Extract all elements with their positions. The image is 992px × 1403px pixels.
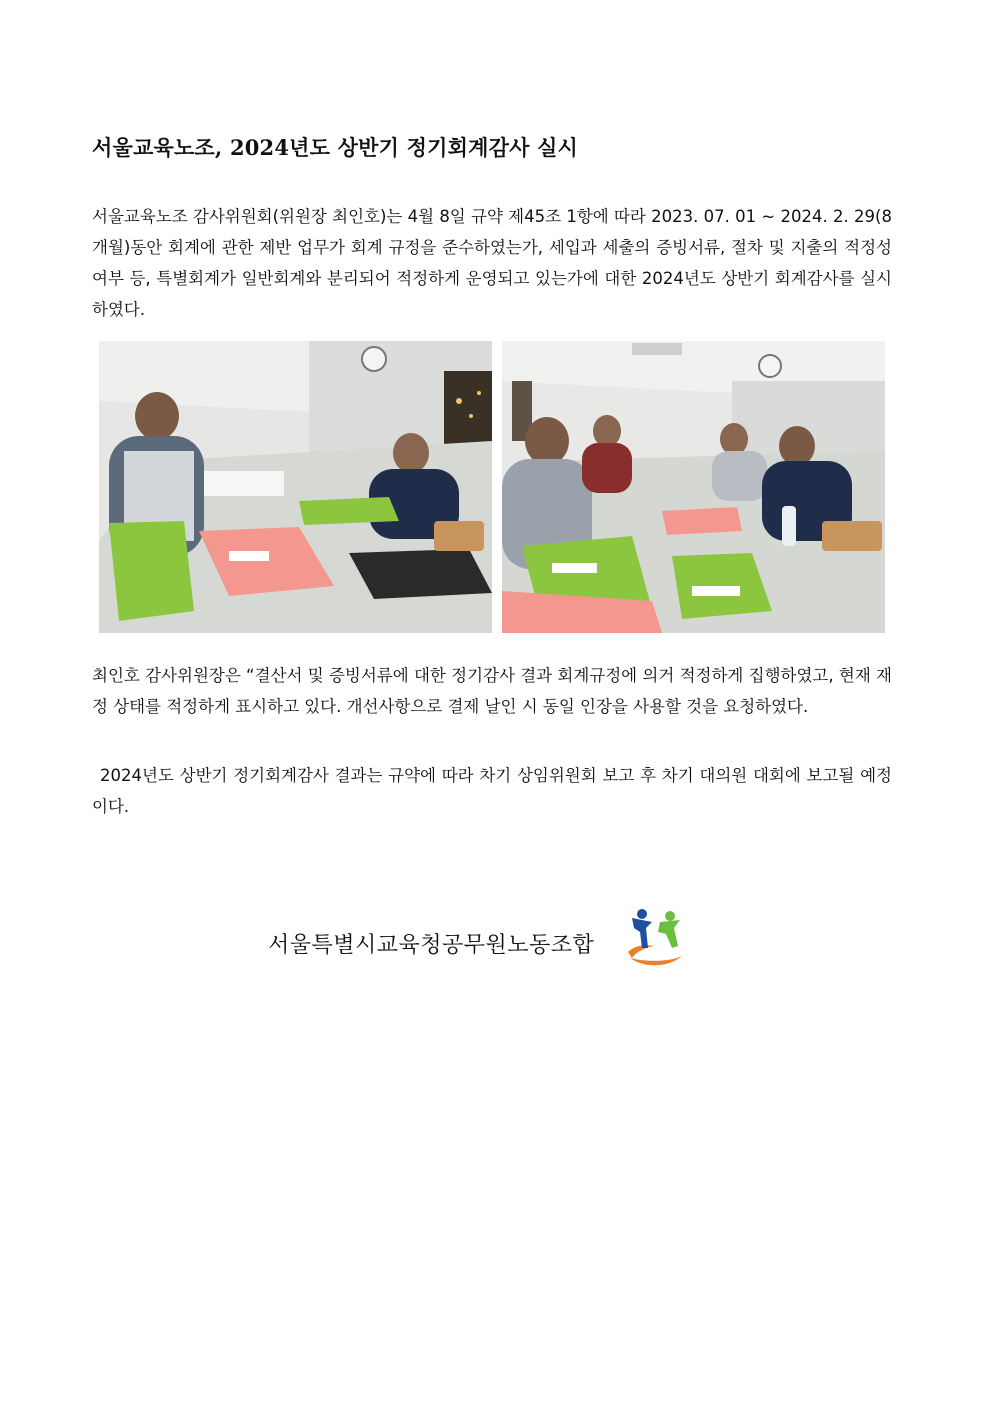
document-title: 서울교육노조, 2024년도 상반기 정기회계감사 실시 xyxy=(92,135,579,160)
photo-audit-meeting-left xyxy=(99,341,492,633)
signature-footer xyxy=(0,906,992,970)
organization-name: 서울특별시교육청공무원노동조합 xyxy=(268,933,595,958)
photo-audit-meeting-right xyxy=(502,341,885,633)
paragraph-chair-statement: 최인호 감사위원장은 “결산서 및 증빙서류에 대한 정기감사 결과 회계규정에 의거 적정하게 집행하였고, 현재 재정 상태를 적정하게 표시하고 있다. 개선사항으로 결제 날인 시 동일 인장을 사용할 것을 요청하였다. xyxy=(92,666,892,716)
paragraph-audit-intro: 서울교육노조 감사위원회(위원장 최인호)는 4월 8일 규약 제45조 1항에 따라 2023. 07. 01 ~ 2024. 2. 29(8개월)동안 회계에 관한 제반 업무가 회계 규정을 준수하였는가, 세입과 세출의 증빙서류, 절차 및 지출의 적정성 여부 등, 특별회계가 일반회계와 분리되어 적정하게 운영되고 있는가에 대한 2024년도 상반기 회계감사를 실시하였다. xyxy=(92,207,892,319)
union-logo-icon xyxy=(624,906,688,968)
paragraph-report-plan: 2024년도 상반기 정기회계감사 결과는 규약에 따라 차기 상임위원회 보고 후 차기 대의원 대회에 보고될 예정이다. xyxy=(92,766,892,816)
